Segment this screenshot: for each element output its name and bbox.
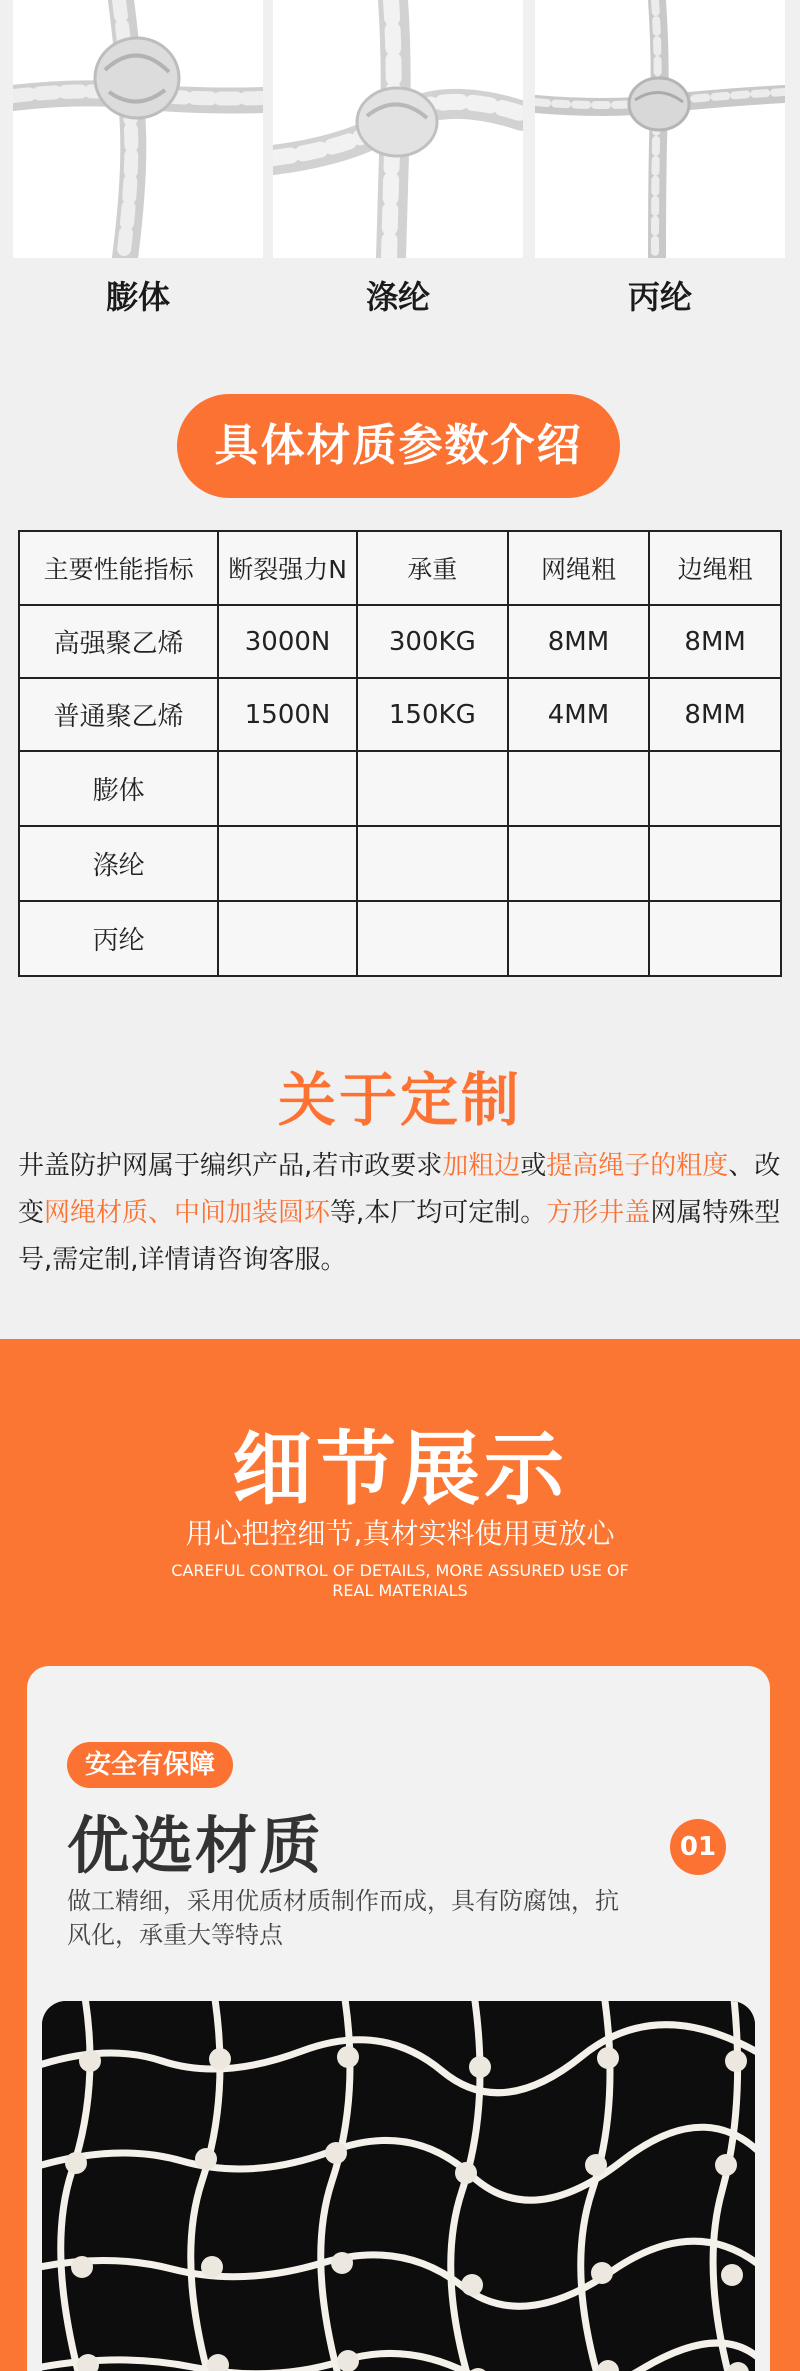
table-cell bbox=[357, 826, 508, 901]
table-row bbox=[19, 751, 781, 826]
custom-text-segment: 井盖防护网属于编织产品,若市政要求 bbox=[18, 1151, 443, 1181]
table-row bbox=[19, 826, 781, 901]
detail-section-title: 细节展示 bbox=[232, 1423, 568, 1516]
table-row bbox=[19, 678, 781, 751]
detail-card bbox=[27, 1666, 770, 2371]
table-cell: 300KG bbox=[357, 605, 508, 678]
card-title: 优选材质 bbox=[67, 1809, 324, 1882]
material-card-expanded bbox=[13, 0, 263, 318]
table-cell: 普通聚乙烯 bbox=[19, 678, 218, 751]
custom-text-segment: 、改变 bbox=[18, 1151, 781, 1228]
polypropylene-rope-knot-photo bbox=[535, 0, 785, 258]
table-cell bbox=[508, 826, 650, 901]
rope-net-photo bbox=[42, 2001, 755, 2371]
table-cell bbox=[649, 901, 781, 976]
custom-section-title: 关于定制 bbox=[277, 1066, 522, 1134]
custom-text-segment: 等,本厂均可定制。 bbox=[330, 1198, 547, 1228]
custom-highlight: 网绳材质、中间加装圆环 bbox=[44, 1198, 331, 1228]
table-header-cell: 网绳粗 bbox=[508, 531, 650, 605]
spec-table bbox=[18, 530, 782, 977]
material-label: 涤纶 bbox=[365, 278, 430, 316]
table-header-row bbox=[19, 531, 781, 605]
material-label: 膨体 bbox=[105, 278, 170, 316]
table-cell: 涤纶 bbox=[19, 826, 218, 901]
polyester-rope-knot-photo bbox=[273, 0, 523, 258]
custom-text-segment: 网属特殊型号,需定制,详情请咨询客服。 bbox=[18, 1198, 781, 1275]
table-cell bbox=[508, 901, 650, 976]
table-cell bbox=[508, 751, 650, 826]
material-card-polyester bbox=[273, 0, 523, 318]
table-cell: 8MM bbox=[508, 605, 650, 678]
material-label: 丙纶 bbox=[627, 278, 692, 316]
safety-badge: 安全有保障 bbox=[67, 1742, 233, 1788]
table-cell: 150KG bbox=[357, 678, 508, 751]
custom-description bbox=[18, 1143, 783, 1284]
material-card-polypropylene bbox=[535, 0, 785, 318]
table-cell: 3000N bbox=[218, 605, 357, 678]
table-cell bbox=[357, 901, 508, 976]
detail-section-subtitle: 用心把控细节,真材实料使用更放心 bbox=[185, 1517, 615, 1550]
card-description: 做工精细，采用优质材质制作而成，具有防腐蚀，抗风化，承重大等特点 bbox=[67, 1887, 619, 1949]
custom-highlight: 提高绳子的粗度 bbox=[546, 1151, 729, 1181]
custom-highlight: 加粗边 bbox=[442, 1151, 521, 1181]
card-number-badge: 01 bbox=[670, 1819, 726, 1875]
table-cell: 4MM bbox=[508, 678, 650, 751]
table-cell bbox=[218, 826, 357, 901]
table-header-cell: 边绳粗 bbox=[649, 531, 781, 605]
custom-text-segment: 或 bbox=[520, 1151, 547, 1181]
table-cell bbox=[357, 751, 508, 826]
table-cell: 8MM bbox=[649, 678, 781, 751]
table-cell bbox=[649, 751, 781, 826]
table-cell bbox=[649, 826, 781, 901]
table-row bbox=[19, 901, 781, 976]
expanded-rope-knot-photo bbox=[13, 0, 263, 258]
table-cell bbox=[218, 901, 357, 976]
detail-section-english: CAREFUL CONTROL OF DETAILS, MORE ASSURED USE OF REAL MATERIALS bbox=[171, 1561, 629, 1600]
section-title-pill: 具体材质参数介绍 bbox=[177, 394, 620, 498]
table-cell: 8MM bbox=[649, 605, 781, 678]
table-cell: 膨体 bbox=[19, 751, 218, 826]
table-header-cell: 断裂强力N bbox=[218, 531, 357, 605]
table-cell: 丙纶 bbox=[19, 901, 218, 976]
table-header-cell: 主要性能指标 bbox=[19, 531, 218, 605]
material-gallery bbox=[0, 0, 800, 330]
table-cell: 高强聚乙烯 bbox=[19, 605, 218, 678]
custom-highlight: 方形井盖 bbox=[546, 1198, 651, 1228]
table-row bbox=[19, 605, 781, 678]
table-cell bbox=[218, 751, 357, 826]
table-header-cell: 承重 bbox=[357, 531, 508, 605]
table-cell: 1500N bbox=[218, 678, 357, 751]
